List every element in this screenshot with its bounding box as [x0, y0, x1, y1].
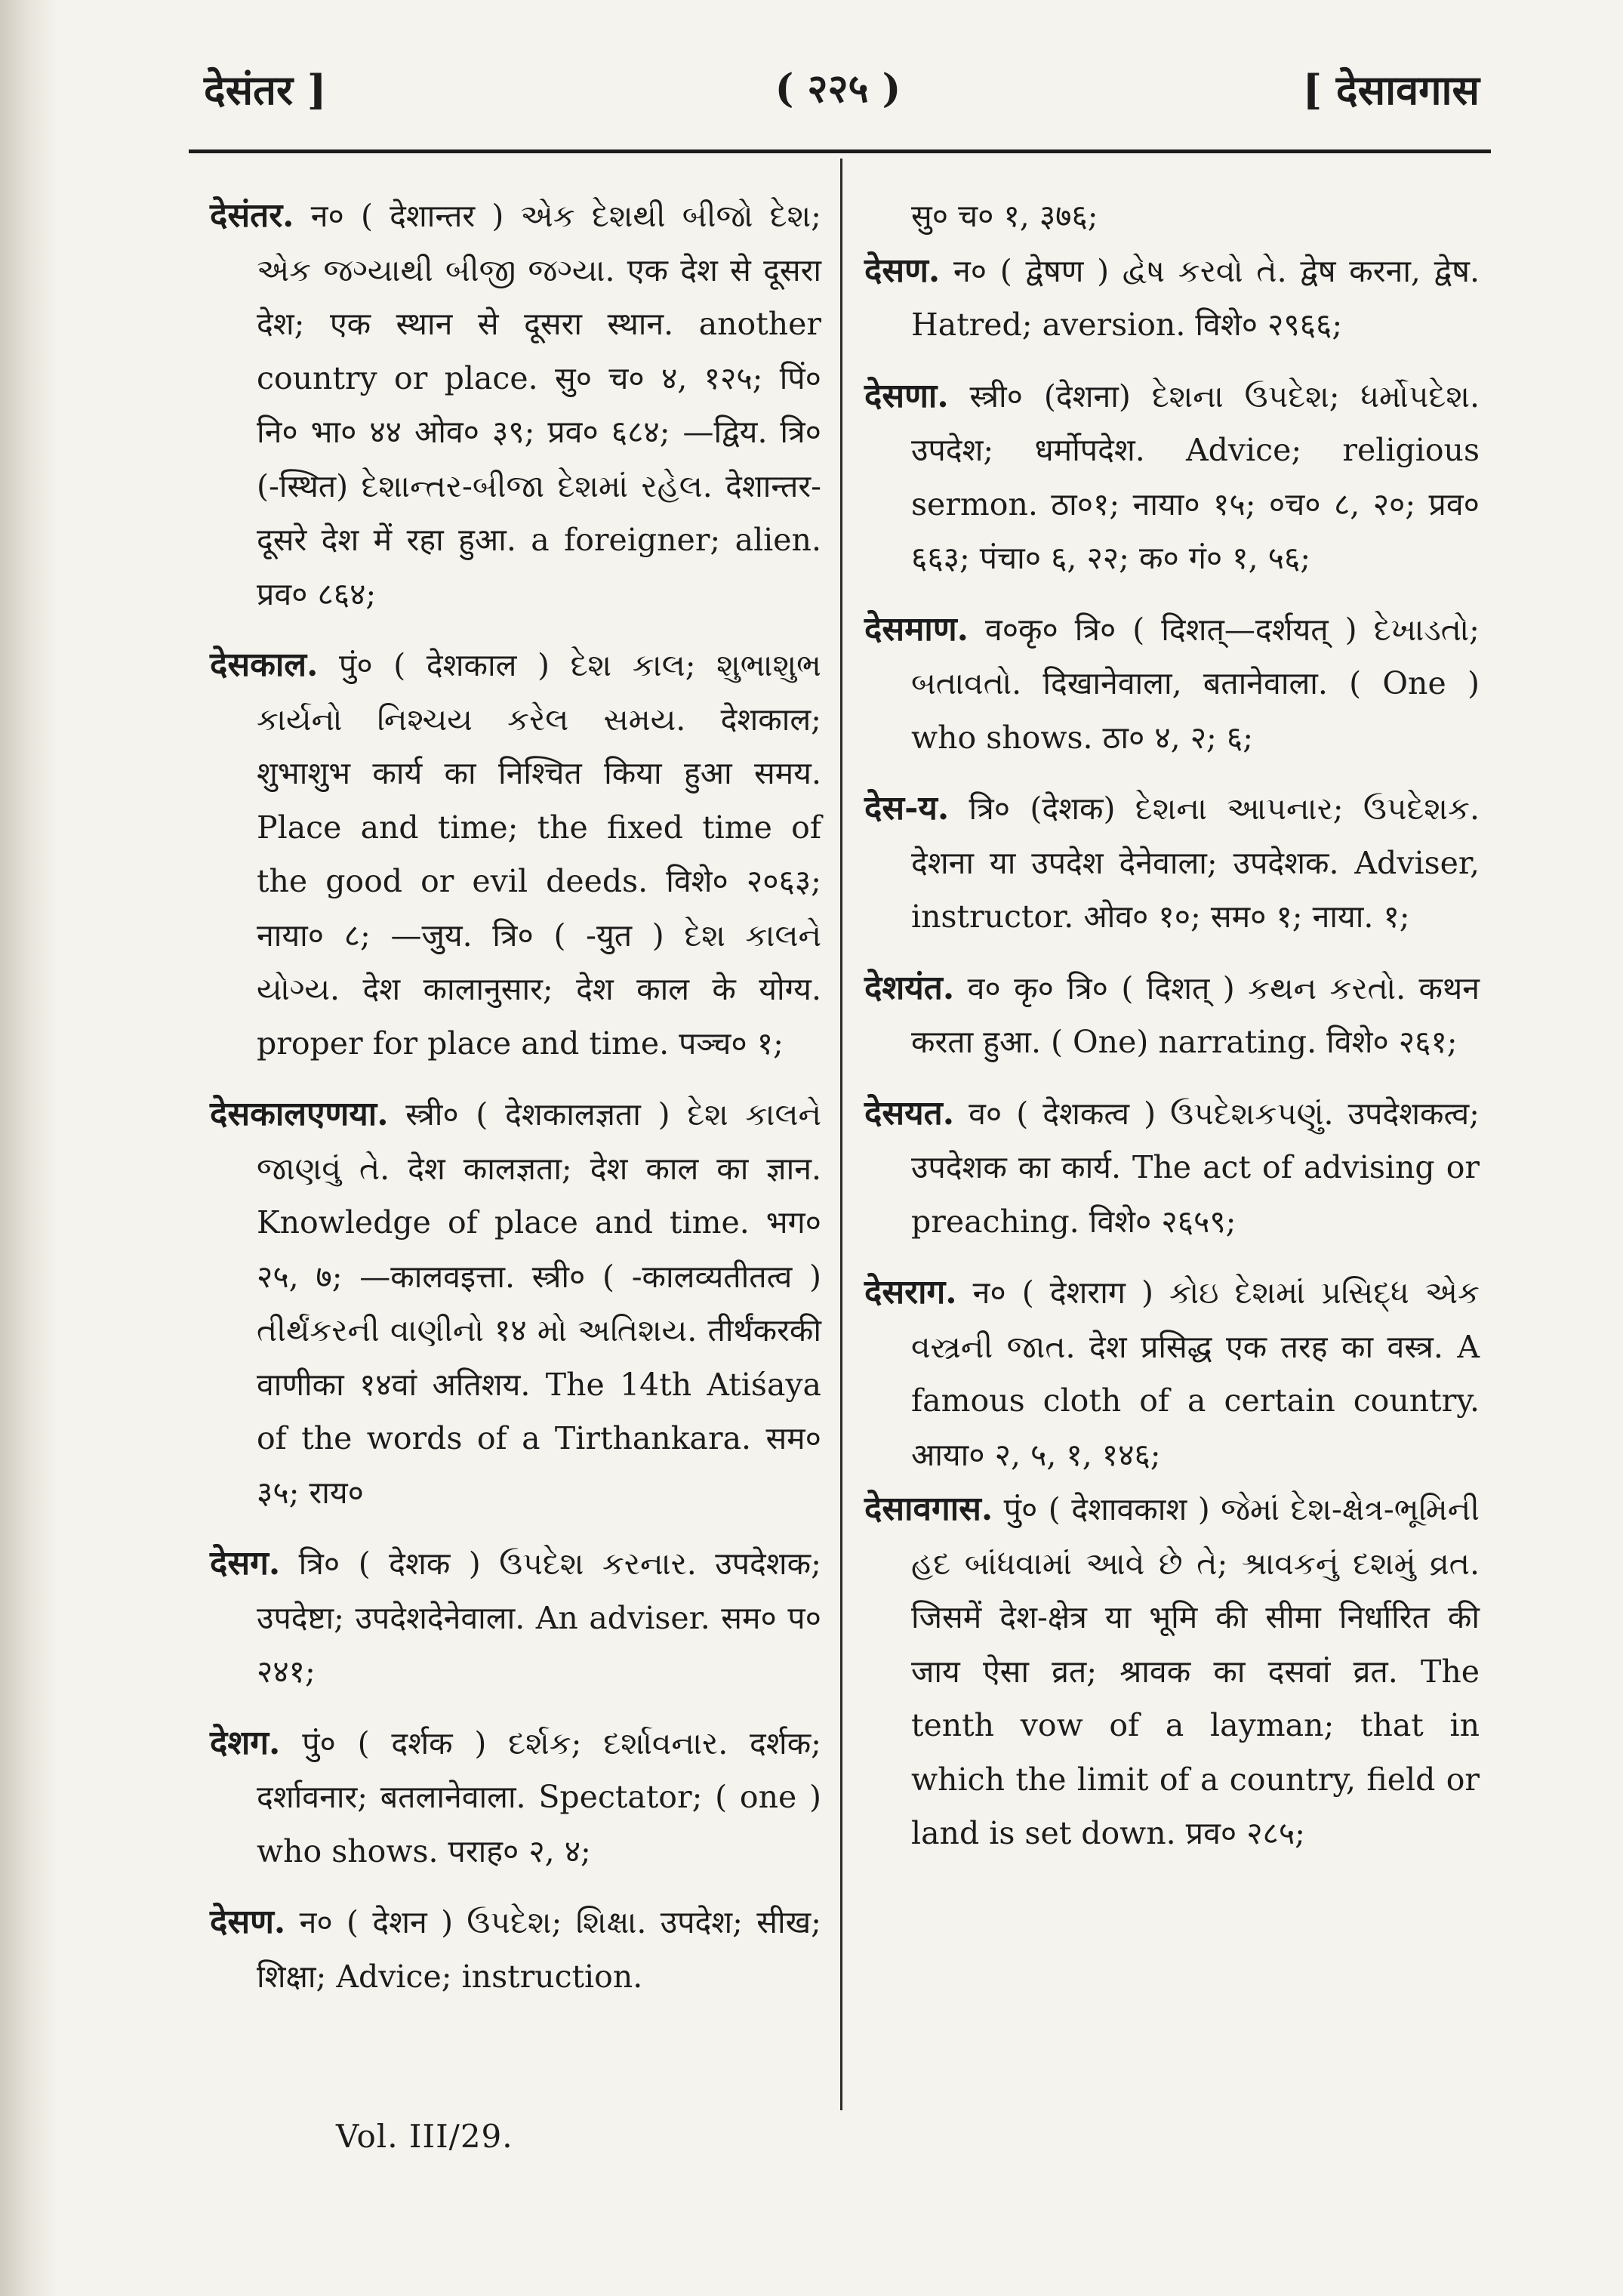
- dictionary-entry: [210, 1536, 821, 1700]
- left-column: [210, 189, 821, 2004]
- running-head-left: देसंतर ]: [204, 66, 327, 114]
- dictionary-entry: [210, 1895, 821, 2004]
- dictionary-entry: [210, 1087, 821, 1520]
- dictionary-entry: [864, 369, 1480, 586]
- entry-definition: त्रि० (देशक) દેશના આપનાર; ઉપદેશક. देशना या उपदेश देनेवाला; उपदेशक. Adviser, instructor. ओव० १०; सम० १; नाया. १;: [911, 791, 1480, 935]
- page-header: [189, 60, 1487, 121]
- headword: देसकालएणया.: [210, 1095, 389, 1133]
- headword: देसमाण.: [864, 609, 969, 649]
- headword: देसणा.: [864, 376, 949, 415]
- page-number: ( २२५ ): [775, 66, 901, 112]
- entry-definition: स्त्री० (देशना) દેશના ઉપદેશ; ધર્મોપદેશ. उपदेश; धर्मोपदेश. Advice; religious sermon. ठा०१; नाया० १५; ०च० ८, २०; प्रव० ६६३; पंचा० ६, २२; क० गं० १, ५६;: [911, 378, 1480, 576]
- entry-continuation: [864, 189, 1480, 244]
- column-divider: [840, 159, 842, 2110]
- entry-definition: पुं० ( दर्शक ) દર્શક; દર્શાવનાર. दर्शक; दर्शावनार; बतलानेवाला. Spectator; ( one ) who shows. पराह० २, ४;: [257, 1724, 821, 1869]
- dictionary-entry: [864, 603, 1480, 766]
- dictionary-entry: [210, 1716, 821, 1879]
- headword: देसंतर.: [210, 196, 294, 235]
- headword: देसयत.: [864, 1093, 955, 1133]
- entry-definition: व०कृ० त्रि० ( दिशत्—दर्शयत् ) દેખાડતો; બતાવતો. दिखानेवाला, बतानेवाला. ( One ) who shows. ठा० ४, २; ६;: [911, 611, 1480, 756]
- headword: देसण.: [210, 1903, 286, 1941]
- dictionary-entry: [864, 244, 1480, 353]
- entry-definition: पुं० ( देशावकाश ) જેમાં દેશ-ક્ષેત્ર-ભૂમિની હદ બાંધવામાં આવે છે તે; શ્રાવકનું દશમું વ્રત. जिसमें देश-क्षेत्र या भूमि की सीमा निर्धारित की जाय ऐसा व्रत; श्रावक का दसवां व्रत. The tenth vow of a layman; that in which the limit of a country, field or land is set down. प्रव० २८५;: [911, 1491, 1480, 1851]
- dictionary-entry: [210, 189, 821, 621]
- entry-definition: न० ( देशराग ) કોઇ દેશમાં પ્રસિદ્ધ એક વસ્ત્રની જાત. देश प्रसिद्ध एक तरह का वस्त्र. A famous cloth of a certain country. आया० २, ५, १, १४६;: [911, 1274, 1480, 1473]
- page-binding-shadow: [0, 0, 57, 2296]
- entry-definition: सु० च० १, ३७६;: [911, 198, 1098, 234]
- dictionary-entry: [210, 638, 821, 1071]
- dictionary-entry: [864, 1482, 1480, 1861]
- header-rule: [189, 149, 1491, 153]
- headword: देशग.: [210, 1723, 281, 1762]
- entry-definition: न० ( द्वेषण ) દ્વેષ કરવો તે. द्वेष करना, द्वेष. Hatred; aversion. विशे० २९६६;: [911, 252, 1480, 343]
- headword: देशयंत.: [864, 968, 955, 1007]
- headword: देसकाल.: [210, 646, 319, 684]
- entry-definition: व० ( देशकत्व ) ઉપદેશકપણું. उपदेशकत्व; उपदेशक का कार्य. The act of advising or preaching. विशे० २६५९;: [911, 1095, 1480, 1240]
- entry-definition: न० ( देशान्तर ) એક દેશથી બીજો દેશ; એક જગ્યાથી બીજી જગ્યા. एक देश से दूसरा देश; एक स्थान से दूसरा स्थान. another country or place. सु० च० ४, १२५; पिं० नि० भा० ४४ ओव० ३९; प्रव० ६८४; —द्विय. त्रि० (-स्थित) દેશાન્તર-બીજા દેશમાં રહેલ. देशान्तर-दूसरे देश में रहा हुआ. a foreigner; alien. प्रव० ८६४;: [257, 198, 821, 612]
- volume-footer: Vol. III/29.: [336, 2118, 513, 2155]
- entry-definition: पुं० ( देशकाल ) દેશ કાલ; શુભાશુભ કાર્યનો નિશ્ચય કરેલ સમય. देशकाल; शुभाशुभ कार्य का निश्चित किया हुआ समय. Place and time; the fixed time of the good or evil deeds. विशे० २०६३; नाया० ८; —जुय. त्रि० ( -युत ) દેશ કાલને યોગ્ય. देश कालानुसार; देश काल के योग्य. proper for place and time. पञ्च० १;: [257, 647, 821, 1062]
- dictionary-entry: [864, 1086, 1480, 1250]
- entry-definition: स्त्री० ( देशकालज्ञता ) દેશ કાલને જાણવું તે. देश कालज्ञता; देश काल का ज्ञान. Knowledge of place and time. भग० २५, ७; —कालवइत्ता. स्त्री० ( -कालव्यतीतत्व ) તીર્થંકરની વાણીનો १४ મો અતિશય. तीर्थंकरकी वाणीका १४वां अतिशय. The 14th Atiśaya of the words of a Tirthankara. सम० ३५; राय०: [257, 1096, 821, 1511]
- headword: देसावगास.: [864, 1490, 993, 1528]
- dictionary-entry: [864, 961, 1480, 1070]
- entry-definition: व० कृ० त्रि० ( दिशत् ) કથન કરતો. कथन करता हुआ. ( One) narrating. विशे० २६१;: [911, 969, 1480, 1060]
- dictionary-entry: [864, 781, 1480, 945]
- entry-definition: न० ( देशन ) ઉપદેશ; શિક્ષા. उपदेश; सीख; शिक्षा; Advice; instruction.: [257, 1904, 821, 1995]
- right-column: [864, 189, 1480, 1861]
- entry-definition: त्रि० ( देशक ) ઉપદેશ કરનાર. उपदेशक; उपदेष्टा; उपदेशदेनेवाला. An adviser. सम० प० २४१;: [257, 1546, 821, 1690]
- running-head-right: [ देसावगास: [1302, 66, 1480, 114]
- dictionary-entry: [864, 1265, 1480, 1482]
- headword: देसराग.: [864, 1273, 957, 1311]
- headword: देस-य.: [864, 789, 950, 827]
- headword: देसग.: [210, 1544, 281, 1583]
- headword: देसण.: [864, 251, 941, 290]
